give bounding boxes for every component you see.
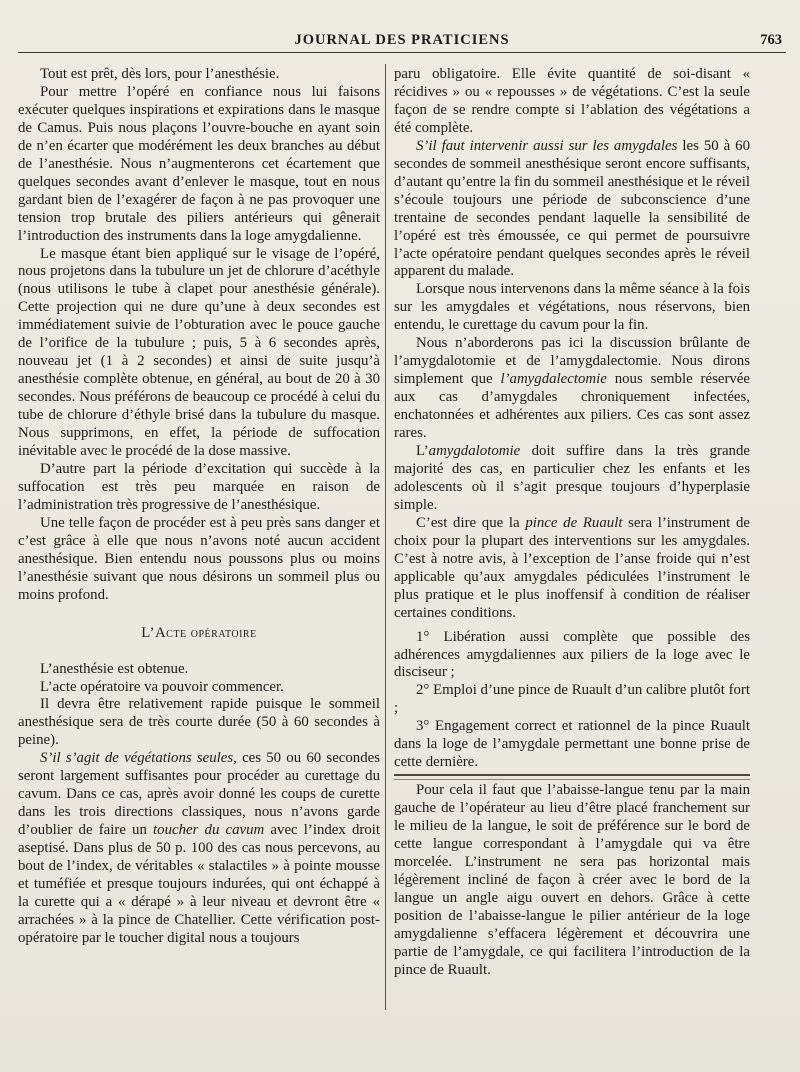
text-run: doit suffire dans la très grande majorité des cas, en particulier chez les enfants et les adolescents où il s’agit presque toujours d’hyperplasie simple. (394, 443, 750, 513)
column-divider (385, 64, 386, 1010)
text-run: L’ (416, 443, 429, 460)
text-run: Nous n’aborderons pas ici la discussion brûlante de l’amygdalotomie et de l’amygdalectomie. Nous dirons simplement que (394, 335, 750, 388)
journal-title: JOURNAL DES PRATICIENS (294, 32, 510, 48)
paragraph: Pour mettre l’opéré en confiance nous lui faisons exécuter quelques inspirations et expirations dans le masque de Camus. Puis nous plaçons l’ouvre-bouche en ayant soin de n’en écarter que modérément les deux branches au début de l’anesthésie. Nous n’augmenterons cet écartement que quelques secondes avant d’enlever le masque, tout en nous gardant bien de l’exagérer de façon à ne pas provoquer une tension trop brutale des piliers antérieurs qui gênerait l’introduction des instruments dans la loge amygdalienne. (18, 83, 380, 244)
paragraph: Le masque étant bien appliqué sur le visage de l’opéré, nous projetons dans la tubulure un jet de chlorure d’acéthyle (nous utilisons le tube à clapet pour anesthésie générale). Cette projection qui ne dure qu’une à deux secondes est immédiatement suivie de l’obturation avec le pouce gauche de l’orifice de la tubulure ; puis, 5 à 6 secondes après, nouveau jet (1 à 2 secondes) et ainsi de suite jusqu’à anesthésie complète obtenue, en général, au bout de 20 à 30 secondes. Nous préférons de beaucoup ce procédé à celui du tube de chlorure d’éthyle brisé dans la tubulure du masque. Nous supprimons, en effet, la période de suffocation inévitable avec le procédé de la dose massive. (18, 245, 380, 460)
text-run: les 50 à 60 secondes de sommeil anesthésique seront encore suffisants, d’autant qu’entre la fin du sommeil anesthésique et le réveil s’écoule toujours une période de subconscience d’une trentaine de secondes pendant laquelle la sensibilité de l’opéré est très émoussée, ce qui permet de poursuivre l’acte opératoire pendant quelques secondes après le réveil apparent du malade. (394, 137, 750, 280)
paragraph (394, 515, 750, 623)
section-heading (18, 625, 380, 643)
text-run: ces 50 ou 60 secondes seront largement suffisantes pour procéder au curettage du cavum. Dans ce cas, après avoir donné les coups de curette dans les trois directions classiques, nous n’avons garde d’oublier de faire un (18, 750, 380, 839)
paragraph: L’anesthésie est obtenue. (40, 660, 189, 677)
text-run: sera l’instrument de choix pour la plupart des interventions sur les amygdales. C’est à notre avis, à l’exception de l’anse froide qui n’est applicable qu’aux amygdales pédiculées l’instrument le plus pratique et le plus inoffensif à condition de réaliser certaines conditions. (394, 514, 750, 621)
emphasis: S’il faut intervenir aussi sur les amygdales (416, 137, 678, 154)
paragraph: Tout est prêt, dès lors, pour l’anesthésie. (40, 66, 280, 82)
paragraph (18, 750, 380, 947)
left-column (18, 66, 380, 948)
text-run: C’est dire que la (416, 514, 526, 531)
paragraph: Il devra être relativement rapide puisque le sommeil anesthésique sera de très courte durée (50 à 60 secondes à peine). (18, 696, 380, 749)
right-column (394, 66, 750, 980)
paragraph (394, 443, 750, 515)
paragraph: Lorsque nous intervenons dans la même séance à la fois sur les amygdales et végétations, nous réservons, bien entendu, le curettage du cavum pour la fin. (394, 281, 750, 334)
heading-prefix: L’A (141, 624, 167, 641)
paragraph: paru obligatoire. Elle évite quantité de soi-disant « récidives » ou « repousses » de végétations. C’est la seule façon de se rendre compte si l’ablation des végétations a été complète. (394, 66, 750, 136)
section-rule (394, 774, 750, 780)
text-run: nous semble réservée aux cas d’amygdales chroniquement infectées, enchatonnées et adhérentes aux piliers. Ces cas sont assez rares. (394, 371, 750, 442)
paragraph: Une telle façon de procéder est à peu près sans danger et c’est grâce à elle que nous n’avons noté aucun accident anesthésique. Bien entendu nous poussons plus ou moins l’anesthésie suivant que nous désirons un sommeil plus ou moins profond. (18, 514, 380, 603)
list-item: 2° Emploi d’une pince de Ruault d’un calibre plutôt fort ; (394, 682, 750, 717)
emphasis: pince de Ruault (525, 514, 623, 531)
paragraph (394, 335, 750, 443)
text-run: avec l’index droit aseptisé. Dans plus de 50 p. 100 des cas nous percevons, au bout de l’index, de véritables « stalactiles » à pointe mousse et tuméfiée et presque toujours indurées, qui ont échappé à la curette qui a « dérapé » à leur niveau et devront être « arrachées » à la pince de Chatellier. Cette vérification post-opératoire par le toucher digital nous a toujours (18, 822, 380, 946)
paragraph: Pour cela il faut que l’abaisse-langue tenu par la main gauche de l’opérateur au lieu d’être placé franchement sur le milieu de la langue, le soit de préférence sur le bord de cette langue correspondant à l’amygdale qui va être morcelée. L’instrument ne sera pas horizontal mais légèrement incliné de façon à créer avec le bord de la langue un angle aigu ouvert en dehors. Grâce à cette position de l’abaisse-langue le pilier antérieur de la loge amygdalienne s’effacera légèrement et découvrira une partie de l’amygdale, ce qui facilitera l’introduction de la pince de Ruault. (394, 782, 750, 978)
list-item: 3° Engagement correct et rationnel de la pince Ruault dans la loge de l’amygdale permettant une bonne prise de cette dernière. (394, 718, 750, 771)
paragraph (394, 138, 750, 282)
page-number: 763 (760, 32, 782, 48)
emphasis: S’il s’agit de végétations seules, (40, 750, 237, 767)
emphasis: amygdalotomie (428, 443, 521, 460)
list-item: 1° Libération aussi complète que possible des adhérences amygdaliennes aux piliers de la loge avec le disciseur ; (394, 628, 750, 681)
emphasis: toucher du cavum (153, 822, 265, 839)
heading-rest: cte opératoire (166, 624, 257, 641)
emphasis: l’amygdalectomie (500, 371, 607, 388)
paragraph: D’autre part la période d’excitation qui succède à la suffocation est très peu marquée en raison de l’administration très progressive de l’anesthésique. (18, 460, 380, 513)
paragraph: L’acte opératoire va pouvoir commencer. (40, 678, 284, 695)
running-header (18, 28, 786, 53)
